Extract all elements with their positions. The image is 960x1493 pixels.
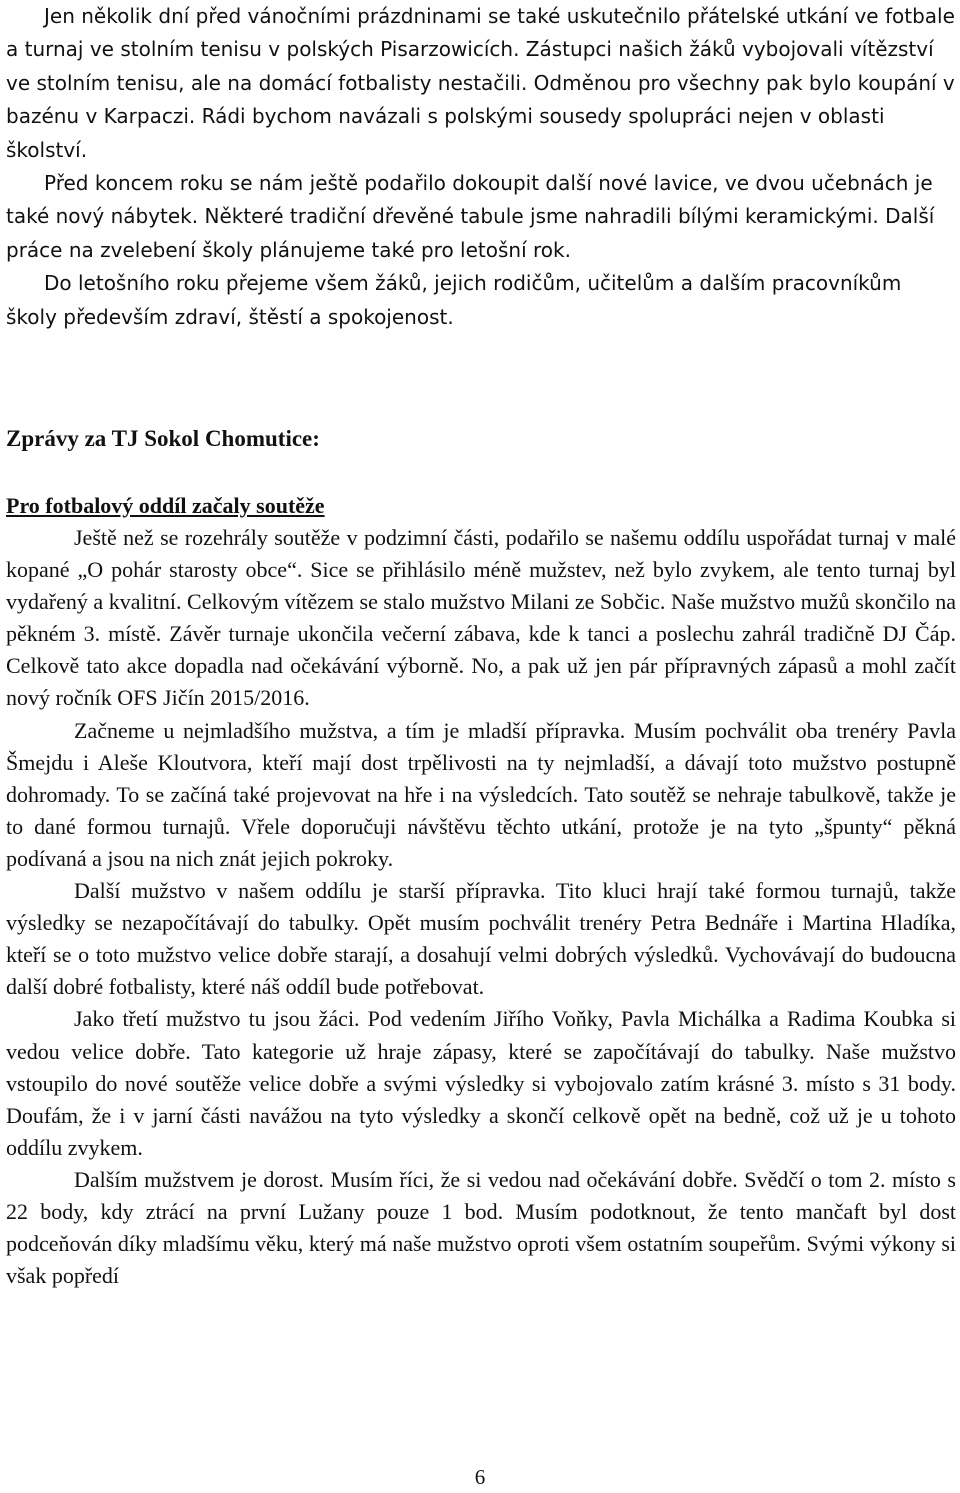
document-page [6, 0, 956, 1289]
sokol-paragraph-2: Začneme u nejmladšího mužstva, a tím je mladší přípravka. Musím pochválit oba trenéry Pavla Šmejdu i Aleše Kloutvora, kteří mají dost trpělivosti na ty nejmladší, a dávají toto mužstvo postupně dohromady. To se začíná také projevovat na hře i na výsledcích. Tato soutěž se nehraje tabulkově, takže je to dané formou turnajů. Vřele doporučuji návštěvu těchto utkání, protože je na tyto „špunty“ pěkná podívaná a jsou na nich znát jejich pokroky. [6, 717, 956, 871]
sokol-heading: Zprávy za TJ Sokol Chomutice: [6, 426, 320, 451]
sokol-news-section [6, 522, 956, 1292]
sokol-paragraph-1: Ještě než se rozehrály soutěže v podzimní části, podařilo se našemu oddílu uspořádat turnaj v malé kopané „O pohár starosty obce“. Sice se přihlásilo méně mužstev, než bylo zvykem, ale tento turnaj byl vydařený a kvalitní. Celkovým vítězem se stalo mužstvo Milani ze Sobčic. Naše mužstvo mužů skončilo na pěkném 3. místě. Závěr turnaje ukončila večerní zábava, kde k tanci a poslechu zahrál tradičně DJ Čáp. Celkově tato akce dopadla nad očekávání výborně. No, a pak už jen pár přípravných zápasů a mohl začít nový ročník OFS Jičín 2015/2016. [6, 525, 956, 711]
page-number: 6 [474, 1465, 486, 1489]
football-subheading: Pro fotbalový oddíl začaly soutěže [6, 493, 325, 518]
school-paragraph-2: Před koncem roku se nám ještě podařilo dokoupit další nové lavice, ve dvou učebnách je také nový nábytek. Některé tradiční dřevěné tabule jsme nahradili bílými keramickými. Další práce na zvelebení školy plánujeme také pro letošní rok. [6, 171, 935, 262]
sokol-paragraph-5: Dalším mužstvem je dorost. Musím říci, že si vedou nad očekávání dobře. Svědčí o tom 2. místo s 22 body, kdy ztrácí na první Lužany pouze 1 bod. Musím podotknout, že tento mančaft byl dost podceňován díky mladšímu věku, který má naše mužstvo oproti všem ostatním soupeřům. Svými výkony si však popředí [6, 1166, 956, 1289]
school-news-section [6, 0, 956, 334]
school-paragraph-3: Do letošního roku přejeme všem žáků, jejich rodičům, učitelům a dalším pracovníkům školy především zdraví, štěstí a spokojenost. [6, 271, 902, 329]
sokol-paragraph-3: Další mužstvo v našem oddílu je starší přípravka. Tito kluci hrají také formou turnajů, takže výsledky se nezapočítávají do tabulky. Opět musím pochválit trenéry Petra Bednáře i Martina Hladíka, kteří se o toto mužstvo velice dobře starají, a dosahují velmi dobrých výsledků. Vychovávají do budoucna další dobré fotbalisty, které náš oddíl bude potřebovat. [6, 878, 956, 1000]
sokol-paragraph-4: Jako třetí mužstvo tu jsou žáci. Pod vedením Jiřího Voňky, Pavla Michálka a Radima Koubka si vedou velice dobře. Tato kategorie už hraje zápasy, které se započítávají do tabulky. Naše mužstvo vstoupilo do nové soutěže velice dobře a svými výsledky si vybojovalo zatím krásné 3. místo s 31 body. Doufám, že i v jarní části navážou na tyto výsledky a skončí celkově opět na bedně, což už je u tohoto oddílu zvykem. [6, 1006, 956, 1160]
school-paragraph-1: Jen několik dní před vánočními prázdninami se také uskutečnilo přátelské utkání ve fotbale a turnaj ve stolním tenisu v polských Pisarzowicích. Zástupci našich žáků vybojovali vítězství ve stolním tenisu, ale na domácí fotbalisty nestačili. Odměnou pro všechny pak bylo koupání v bazénu v Karpaczi. Rádi bychom navázali s polskými sousedy spolupráci nejen v oblasti školství. [6, 4, 955, 162]
